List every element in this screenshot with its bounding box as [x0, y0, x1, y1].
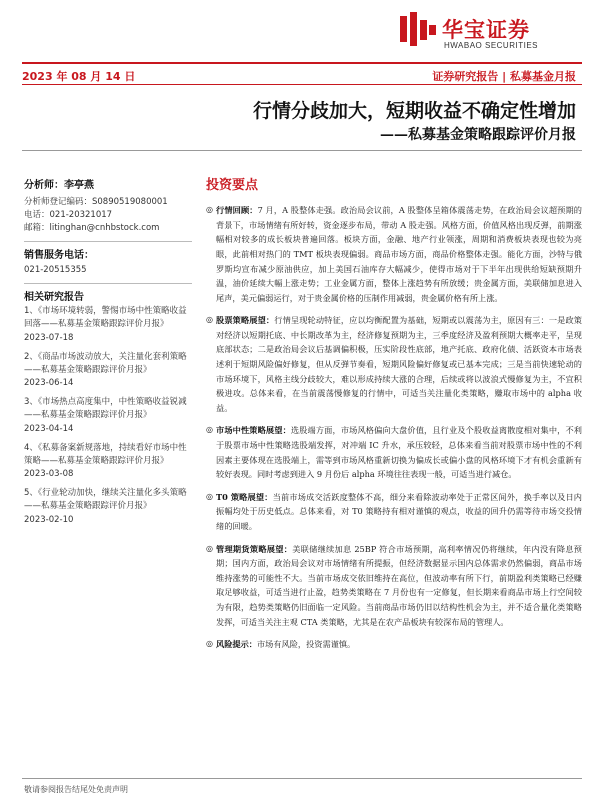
paragraph-managed-futures [206, 542, 582, 630]
report-type: 证券研究报告 | 私募基金月报 [432, 70, 576, 83]
related-report-title[interactable]: 3、《市场热点高度集中，中性策略收益锐减——私募基金策略跟踪评价月报》 [24, 397, 187, 421]
paragraph-t0-strategy [206, 490, 582, 534]
logo-cn-text: 华宝证券 [442, 18, 530, 42]
paragraph-label: 风险提示： [216, 639, 257, 650]
related-report-title[interactable]: 5、《行业轮动加快，继续关注量化多头策略——私募基金策略跟踪评价月报》 [24, 488, 187, 512]
related-report-title[interactable]: 2、《商品市场波动放大，关注量化套利策略——私募基金策略跟踪评价月报》 [24, 351, 187, 375]
bullet-icon: ◎ [206, 543, 213, 553]
paragraph-label: 行情回顾： [216, 205, 258, 216]
sidebar-divider [24, 283, 192, 284]
paragraph-label: 股票策略展望： [216, 315, 275, 326]
report-date: 2023 年 08 月 14 日 [22, 70, 136, 83]
related-reports-heading: 相关研究报告 [24, 291, 84, 303]
paragraph-equity-outlook [206, 313, 582, 415]
related-report-title[interactable]: 4、《私募备案新规落地，持续看好市场中性策略——私募基金策略跟踪评价月报》 [24, 442, 187, 466]
paragraph-text: 选股端方面，市场风格偏向大盘价值，且行业及个股收益离散度相对集中，不利于股票市场中性策略选股端发挥，对冲端 IC 升水，承压较轻，总体来看当前对股票市场中性的不利因素主要体现在选股端上，需等到市场风格重新切换为偏成长或偏小盘的风格环境下才有机会重新有较好表现。同时考虑到进入 9 月份后 alpha 环境往往表现一般，可适当进行减仓。 [216, 425, 582, 480]
footer-rule [22, 778, 582, 779]
bullet-icon: ◎ [206, 639, 213, 649]
paragraph-text: 7 月，A 股整体走强。政治局会议前，A 股整体呈箱体震荡走势，在政治局会议超预期的背景下，市场情绪有所好转，资金逐步布局，带动 A 股走强。风格方面，价值风格出现反弹，前期涨幅相对较多的成长板块普遍回落。板块方面，金融、地产行业领涨，周期和消费板块表现也较为亮眼，此前相对热门的 TMT 板块表现偏弱。商品市场方面，商品价格整体走强。能化方面，沙特与俄罗斯均宣布减少原油供应，加上美国石油库存大幅减少，使得市场对于下半年出现供给短缺预期升温，油价延续大幅上涨走势；工业金属方面，整体上涨趋势有所放缓；贵金属方面，美联储加息进入尾声，美元偏弱运行，对于贵金属价格的压制作用减弱，贵金属价格有所上涨。 [216, 205, 582, 303]
bullet-icon: ◎ [206, 491, 213, 501]
related-report-date: 2023-06-14 [24, 378, 74, 389]
related-report-date: 2023-03-08 [24, 469, 74, 480]
title-rule [22, 150, 582, 151]
bullet-icon: ◎ [206, 315, 213, 325]
related-report-item[interactable] [24, 396, 192, 436]
paragraph-text: 行情呈现轮动特征，应以均衡配置为基础，短期或以震荡为主，原因有三：一是政策对经济以短期托底、中长期改革为主，经济修复预期为主，三季度经济及盈利预期大概率走平，呈现底部状态；二是政治局会议后基调偏积极，压实阶段性底部，地产托底、政府化债、活跃资本市场表述利于短期风险偏好修复，但从反弹节奏看，短期风险偏好修复或已基本完成；三是当前快速轮动的市场环境下，风格主线分歧较大，难以形成持续大涨的合理，后续或将以波浪式慢修复为主，不宜积极进攻。总体来看，在当前震荡慢修复的行情中，可适当关注量化类策略，赚取市场中的 alpha 收益。 [216, 315, 582, 413]
header-rule [22, 62, 582, 64]
sidebar-divider [24, 241, 192, 242]
huabao-logo-icon [398, 12, 438, 46]
related-report-date: 2023-07-18 [24, 332, 74, 343]
report-subtitle: ——私募基金策略跟踪评价月报 [380, 127, 576, 143]
related-report-date: 2023-02-10 [24, 514, 74, 525]
paragraph-market-review [206, 203, 582, 305]
related-report-date: 2023-04-14 [24, 423, 74, 434]
related-report-item[interactable] [24, 487, 192, 527]
header-thin-rule [22, 84, 582, 85]
paragraph-label: 市场中性策略展望： [216, 425, 291, 436]
sales-heading: 销售服务电话： [24, 250, 94, 262]
related-report-title[interactable]: 1、《市场环境转弱，警惕市场中性策略收益回落——私募基金策略跟踪评价月报》 [24, 306, 187, 330]
analyst-email[interactable]: 邮箱：litinghan@cnhbstock.com [24, 222, 160, 233]
related-report-item[interactable] [24, 351, 192, 391]
paragraph-text: 美联储继续加息 25BP 符合市场预期，高利率情况仍将继续，年内没有降息预期；国内方面，政治局会议对市场情绪有所提振，但经济数据显示国内总体需求仍然偏弱，商品市场维持涨势的可能性不大。当前市场成交依旧维持在高位，但波动率有所下行，前期盈利类策略已经赚取足够收益，可适当进行止盈，趋势类策略在 7 月份也有一定修复，但长期来看商品市场上行空间较为有限，趋势类策略仍旧面临一定风险。当前商品市场仍旧以结构性机会为主，并不适合量化类策略发挥，可适当关注主观 CTA 类策略，尤其是在农产品板块有较深布局的管理人。 [216, 543, 582, 627]
sidebar [24, 178, 192, 533]
paragraph-label: 管理期货策略展望： [216, 543, 293, 554]
paragraph-text: 市场有风险，投资需谨慎。 [256, 639, 356, 650]
logo-en-text: HWABAO SECURITIES [444, 41, 538, 50]
footer-disclaimer: 敬请参阅报告结尾处免责声明 [24, 785, 128, 794]
related-report-item[interactable] [24, 442, 192, 482]
paragraph-market-neutral [206, 423, 582, 481]
paragraph-text: 当前市场成交活跃度整体不高，细分来看除波动率处于正常区间外，换手率以及日内振幅均处于历史低点。总体来看，对 T0 策略持有相对谨慎的观点，收益的回升仍需等待市场交投情绪的回暖。 [216, 491, 582, 531]
main-content [206, 174, 582, 660]
paragraph-risk-warning [206, 637, 582, 652]
bullet-icon: ◎ [206, 425, 213, 435]
report-title: 行情分歧加大，短期收益不确定性增加 [252, 100, 576, 122]
analyst-cert: 分析师登记编码：S0890519080001 [24, 196, 168, 207]
bullet-icon: ◎ [206, 205, 213, 215]
paragraph-label: T0 策略展望： [216, 491, 273, 502]
related-report-item[interactable] [24, 305, 192, 345]
sales-phone: 021-20515355 [24, 264, 87, 275]
section-title: 投资要点 [206, 178, 259, 193]
company-logo [398, 10, 588, 54]
analyst-name: 分析师：李亭燕 [24, 180, 94, 191]
analyst-phone: 电话：021-20321017 [24, 209, 113, 220]
